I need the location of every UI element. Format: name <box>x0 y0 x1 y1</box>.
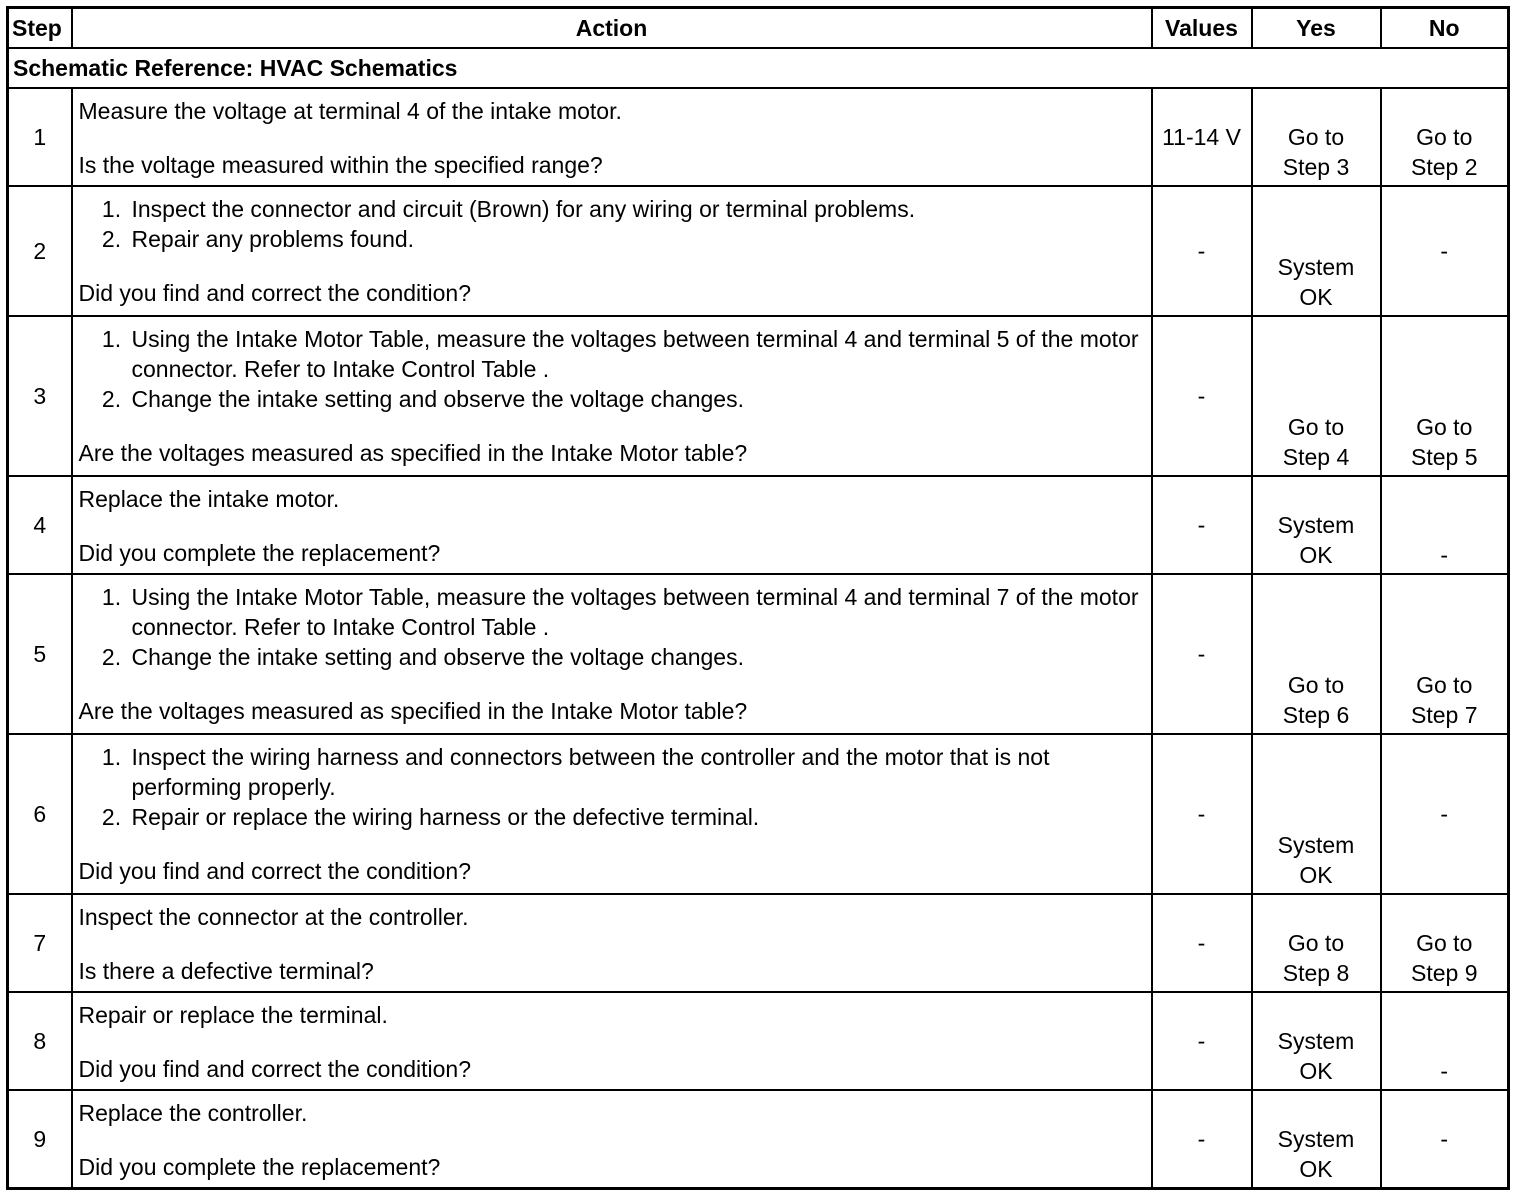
list-item: 1. Using the Intake Motor Table, measure the voltages between terminal 4 and terminal 7 of the motor connector. Refer to Intake Control Table . <box>128 582 1145 642</box>
no-cell <box>1381 316 1509 476</box>
no-line: Go to <box>1416 414 1473 440</box>
yes-line: OK <box>1299 284 1333 310</box>
no-line: Step 5 <box>1411 444 1478 470</box>
yes-line: System <box>1277 512 1355 538</box>
action-question: Are the voltages measured as specified in the Intake Motor table? <box>78 698 748 724</box>
yes-line: System <box>1277 832 1355 858</box>
reference-row <box>8 48 1509 88</box>
value-cell: - <box>1152 186 1252 316</box>
action-question: Are the voltages measured as specified in the Intake Motor table? <box>78 440 748 466</box>
table-row <box>8 186 1509 316</box>
table-row <box>8 316 1509 476</box>
action-text: Inspect the connector at the controller. <box>78 904 469 930</box>
action-text: Measure the voltage at terminal 4 of the intake motor. <box>78 98 622 124</box>
yes-cell <box>1252 88 1381 186</box>
action-text: Repair or replace the terminal. <box>78 1002 388 1028</box>
yes-line: OK <box>1299 862 1333 888</box>
yes-line: Go to <box>1287 414 1345 440</box>
diagnostic-table <box>6 6 1510 1190</box>
action-text: Replace the controller. <box>78 1100 308 1126</box>
step-number: 6 <box>8 734 72 894</box>
value-cell: - <box>1152 894 1252 992</box>
action-list <box>79 582 1145 672</box>
table-row <box>8 1090 1509 1189</box>
yes-cell <box>1252 734 1381 894</box>
value-cell: 11-14 V <box>1152 88 1252 186</box>
list-item: 2. Change the intake setting and observe the voltage changes. <box>128 642 1145 672</box>
no-cell <box>1381 88 1509 186</box>
no-cell: - <box>1381 476 1509 574</box>
header-values: Values <box>1152 8 1252 49</box>
no-line: Step 7 <box>1411 702 1478 728</box>
yes-line: Step 3 <box>1282 154 1350 180</box>
action-cell <box>72 992 1152 1090</box>
value-cell: - <box>1152 476 1252 574</box>
table-row <box>8 88 1509 186</box>
table-row <box>8 734 1509 894</box>
list-item: 2. Repair or replace the wiring harness or the defective terminal. <box>128 802 1145 832</box>
header-no: No <box>1381 8 1509 49</box>
table-row <box>8 894 1509 992</box>
list-item: 1. Using the Intake Motor Table, measure the voltages between terminal 4 and terminal 5 of the motor connector. Refer to Intake Control Table . <box>128 324 1145 384</box>
no-cell <box>1381 894 1509 992</box>
step-number: 5 <box>8 574 72 734</box>
action-cell <box>72 1090 1152 1189</box>
action-cell <box>72 894 1152 992</box>
action-question: Did you complete the replacement? <box>78 1154 441 1180</box>
no-line: Go to <box>1416 672 1473 698</box>
step-number: 3 <box>8 316 72 476</box>
header-row <box>8 8 1509 49</box>
action-text: Replace the intake motor. <box>78 486 340 512</box>
header-yes: Yes <box>1252 8 1381 49</box>
value-cell: - <box>1152 316 1252 476</box>
value-cell: - <box>1152 574 1252 734</box>
schematic-reference: Schematic Reference: HVAC Schematics <box>8 48 1509 88</box>
action-cell <box>72 574 1152 734</box>
yes-cell <box>1252 476 1381 574</box>
yes-line: Go to <box>1287 124 1345 150</box>
yes-line: Go to <box>1287 672 1345 698</box>
list-item: 1. Inspect the wiring harness and connectors between the controller and the motor that is not performing properly. <box>128 742 1145 802</box>
action-cell <box>72 88 1152 186</box>
yes-line: System <box>1277 254 1355 280</box>
action-question: Did you find and correct the condition? <box>78 280 472 306</box>
action-list <box>79 194 1145 254</box>
value-cell: - <box>1152 1090 1252 1189</box>
yes-line: Step 4 <box>1282 444 1350 470</box>
yes-line: OK <box>1299 1156 1333 1182</box>
yes-cell <box>1252 992 1381 1090</box>
yes-line: System <box>1277 1126 1355 1152</box>
action-question: Is the voltage measured within the specified range? <box>78 152 603 178</box>
step-number: 4 <box>8 476 72 574</box>
no-line: Step 9 <box>1411 960 1478 986</box>
no-line: Step 2 <box>1411 154 1478 180</box>
no-cell <box>1381 574 1509 734</box>
yes-line: OK <box>1299 1058 1333 1084</box>
yes-cell <box>1252 186 1381 316</box>
no-cell: - <box>1381 992 1509 1090</box>
yes-line: System <box>1277 1028 1355 1054</box>
action-question: Is there a defective terminal? <box>78 958 374 984</box>
table-row <box>8 574 1509 734</box>
step-number: 9 <box>8 1090 72 1189</box>
yes-cell <box>1252 1090 1381 1189</box>
header-action: Action <box>72 8 1152 49</box>
yes-line: OK <box>1299 542 1333 568</box>
action-list <box>79 742 1145 832</box>
yes-line: Go to <box>1287 930 1345 956</box>
no-cell: - <box>1381 186 1509 316</box>
action-list <box>79 324 1145 414</box>
no-cell: - <box>1381 734 1509 894</box>
table-row <box>8 992 1509 1090</box>
action-cell <box>72 476 1152 574</box>
no-cell: - <box>1381 1090 1509 1189</box>
step-number: 2 <box>8 186 72 316</box>
no-line: Go to <box>1416 930 1473 956</box>
header-step: Step <box>8 8 72 49</box>
yes-cell <box>1252 894 1381 992</box>
list-item: 2. Change the intake setting and observe the voltage changes. <box>128 384 1145 414</box>
yes-cell <box>1252 316 1381 476</box>
action-cell <box>72 316 1152 476</box>
list-item: 1. Inspect the connector and circuit (Brown) for any wiring or terminal problems. <box>128 194 1145 224</box>
action-question: Did you find and correct the condition? <box>78 1056 472 1082</box>
yes-line: Step 6 <box>1282 702 1350 728</box>
table-row <box>8 476 1509 574</box>
no-line: Go to <box>1416 124 1473 150</box>
step-number: 8 <box>8 992 72 1090</box>
list-item: 2. Repair any problems found. <box>128 224 1145 254</box>
step-number: 7 <box>8 894 72 992</box>
action-cell <box>72 186 1152 316</box>
value-cell: - <box>1152 734 1252 894</box>
step-number: 1 <box>8 88 72 186</box>
action-cell <box>72 734 1152 894</box>
action-question: Did you complete the replacement? <box>78 540 441 566</box>
action-question: Did you find and correct the condition? <box>78 858 472 884</box>
value-cell: - <box>1152 992 1252 1090</box>
yes-line: Step 8 <box>1282 960 1350 986</box>
yes-cell <box>1252 574 1381 734</box>
